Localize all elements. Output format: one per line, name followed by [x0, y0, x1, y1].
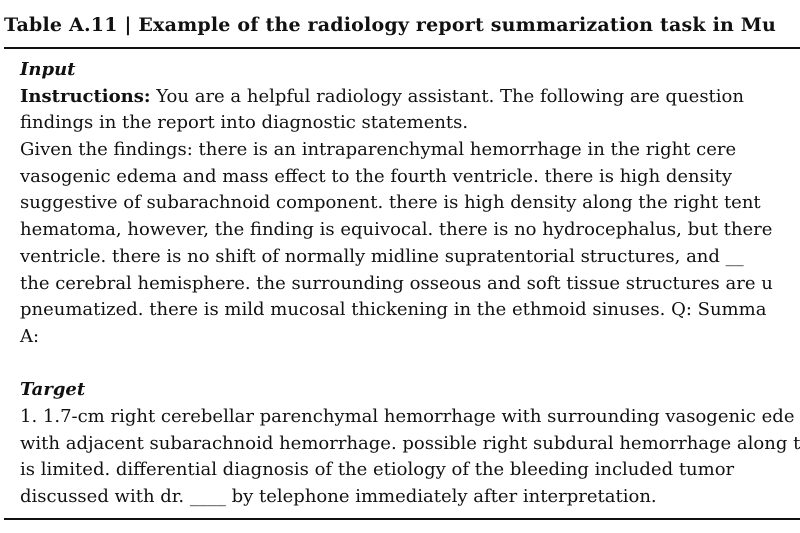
input-text-line: findings in the report into diagnostic statements. [20, 112, 469, 134]
target-heading: Target [20, 379, 86, 401]
input-text-line: hematoma, however, the finding is equivocal. there is no hydrocephalus, but there [20, 219, 773, 241]
target-text-line: 1. 1.7-cm right cerebellar parenchymal hemorrhage with surrounding vasogenic ede [20, 405, 795, 427]
section-spacer [20, 351, 800, 378]
input-heading: Input [20, 59, 76, 80]
table-bottom-rule [4, 518, 800, 520]
input-text-line: suggestive of subarachnoid component. there is high density along the right tent [20, 192, 761, 214]
input-text-line: vasogenic edema and mass effect to the fourth ventricle. there is high density [20, 165, 733, 187]
input-text-line: the cerebral hemisphere. the surrounding osseous and soft tissue structures are u [20, 272, 773, 294]
instructions-text: You are a helpful radiology assistant. The following are question [150, 85, 744, 107]
instructions-line [20, 84, 800, 111]
instructions-label: Instructions: [20, 85, 151, 107]
target-text-line: is limited. differential diagnosis of the etiology of the bleeding included tumor [20, 459, 735, 481]
input-text-line: pneumatized. there is mild mucosal thickening in the ethmoid sinuses. Q: Summa [20, 299, 767, 321]
table-body [20, 57, 800, 511]
table-caption: Table A.11 | Example of the radiology report summarization task in Mu [4, 14, 777, 36]
input-text-line: ventricle. there is no shift of normally midline supratentorial structures, and __ [20, 245, 744, 267]
target-text-line: with adjacent subarachnoid hemorrhage. possible right subdural hemorrhage along t [20, 432, 800, 454]
target-text-line: discussed with dr. ____ by telephone immediately after interpretation. [20, 486, 657, 507]
answer-prompt: A: [20, 325, 40, 347]
table-top-rule [4, 47, 800, 49]
input-text-line: Given the findings: there is an intraparenchymal hemorrhage in the right cere [20, 139, 737, 161]
